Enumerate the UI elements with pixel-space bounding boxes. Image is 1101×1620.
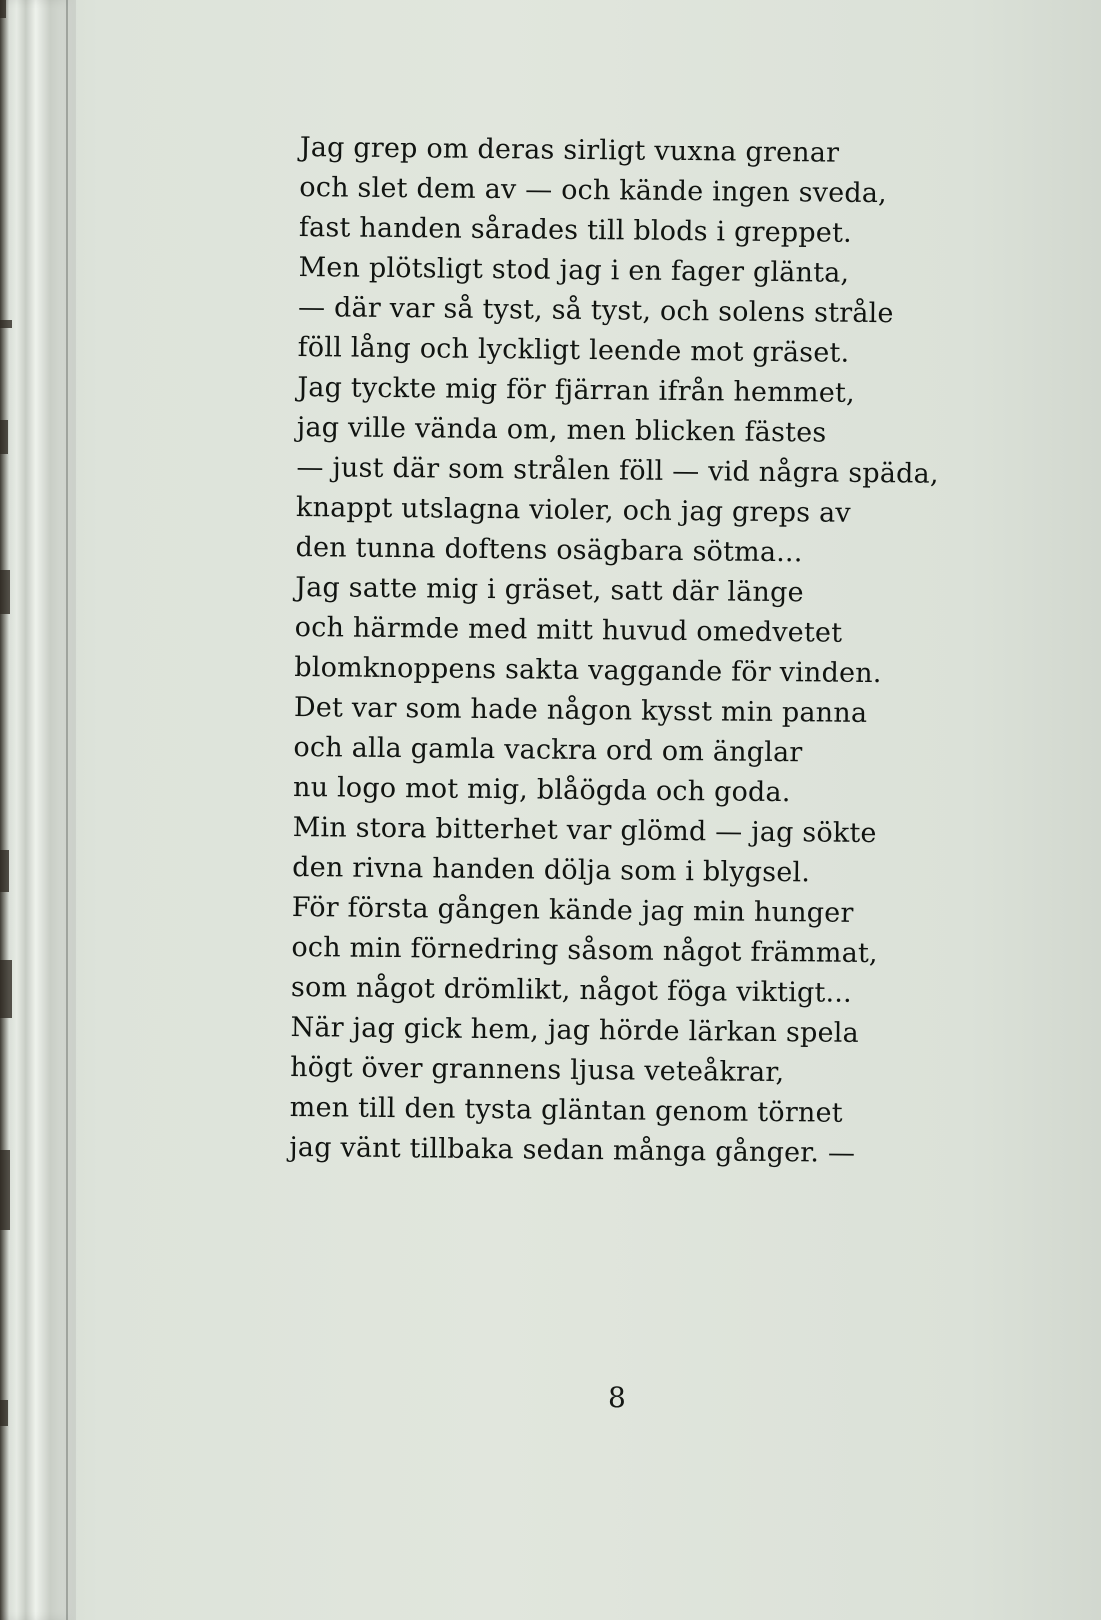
poem-line: som något drömlikt, något föga viktigt... bbox=[290, 971, 853, 1009]
poem-line: högt över grannens ljusa veteåkrar, bbox=[289, 1051, 785, 1089]
poem-line: och alla gamla vackra ord om änglar bbox=[293, 731, 803, 769]
book-spine-gutter bbox=[0, 0, 76, 1620]
poem-line: jag vänt tillbaka sedan många gånger. — bbox=[289, 1131, 856, 1169]
poem-line: den tunna doftens osägbara sötma... bbox=[295, 531, 803, 569]
spine-shadow-mark bbox=[0, 1400, 8, 1426]
poem-line: knappt utslagna violer, och jag greps av bbox=[295, 491, 851, 529]
poem-line: föll lång och lyckligt leende mot gräset. bbox=[297, 331, 850, 369]
spine-shadow-mark bbox=[0, 570, 10, 614]
page-number: 8 bbox=[608, 1381, 626, 1414]
poem-text bbox=[289, 128, 1020, 1175]
poem-line: jag ville vända om, men blicken fästes bbox=[296, 411, 827, 449]
poem-line: — där var så tyst, så tyst, och solens stråle bbox=[297, 291, 894, 330]
spine-shadow-mark bbox=[0, 1150, 10, 1230]
poem-line: och härmde med mitt huvud omedvetet bbox=[294, 611, 843, 649]
poem-line: Men plötsligt stod jag i en fager glänta, bbox=[298, 251, 850, 289]
poem-line: och slet dem av — och kände ingen sveda, bbox=[299, 171, 888, 210]
poem-line: men till den tysta gläntan genom törnet bbox=[289, 1091, 843, 1129]
poem-line: När jag gick hem, jag hörde lärkan spela bbox=[290, 1011, 860, 1049]
poem-line: den rivna handen dölja som i blygsel. bbox=[292, 851, 811, 889]
poem-line: — just där som strålen föll — vid några späda, bbox=[296, 451, 939, 490]
spine-shadow-mark bbox=[0, 420, 8, 454]
poem-line: Min stora bitterhet var glömd — jag sökte bbox=[292, 811, 877, 850]
poem-line: Jag satte mig i gräset, satt där länge bbox=[295, 571, 804, 609]
spine-shadow-mark bbox=[0, 960, 12, 1018]
page-edge-line bbox=[66, 0, 68, 1620]
poem-line: och min förnedring såsom något främmat, bbox=[291, 931, 878, 970]
poem-line: Det var som hade någon kysst min panna bbox=[293, 691, 868, 729]
poem-line: Jag tyckte mig för fjärran ifrån hemmet, bbox=[297, 371, 855, 409]
poem-line: Jag grep om deras sirligt vuxna grenar bbox=[299, 131, 840, 169]
poem-line: nu logo mot mig, blåögda och goda. bbox=[292, 771, 791, 809]
spine-shadow-mark bbox=[0, 320, 12, 328]
poem-line: fast handen sårades till blods i greppet. bbox=[298, 211, 853, 249]
poem-line: blomknoppens sakta vaggande för vinden. bbox=[294, 651, 882, 690]
spine-shadow-mark bbox=[0, 0, 6, 18]
poem-line: För första gången kände jag min hunger bbox=[291, 891, 854, 929]
spine-shadow-mark bbox=[0, 850, 9, 892]
